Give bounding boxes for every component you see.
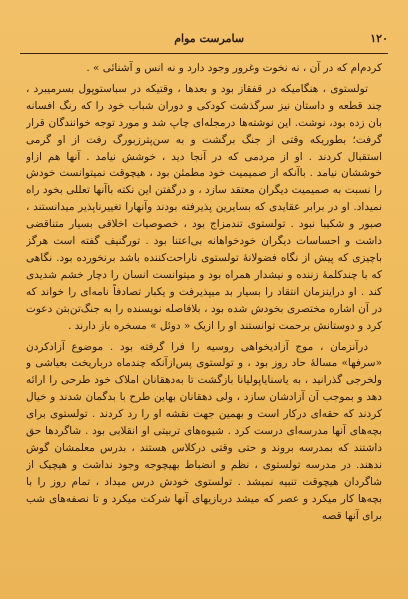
- paragraph-1: کردم‌ام که در آن ، نه نخوت وغرور وجود دارد و نه انس و آشنائی » .: [86, 62, 382, 74]
- body-text: [26, 60, 382, 588]
- paragraph-3: درآنزمان ، موج آزادیخواهی روسیه را فرا گرفته بود . موضوع آزادکردن «سرفها» مسالهٔ حاد روز بود ، و تولستوی پس‌ازآنکه چندماه درباریخت بعیاشی و ولخرجی گذرانید ، به یاسنایاپولیانا بازگشت تا به‌دهقانان املاک خود طرحی را ارائه دهد و بموجب آن آزادشان سازد ، ولی دهقانان بهاین طرح با بدگمان شدند و خیال کردند که حقه‌ای درکار است و بهمین جهت نقشه او را رد کردند . تولستوی برای بچه‌های آنها مدرسه‌ای درست کرد . شیوه‌های تربیتی او انقلابی بود . شاگردها حق داشتند که بمدرسه بروند و حتی وقتی درکلاس هستند ، بدرس معلمشان گوش ندهند. در مدرسه تولستوی ، نظم و انضباط بهیچوجه وجود نداشت و هیچیک از شاگردان هیچوقت تنبیه نمیشد . تولستوی خودش درس میداد ، تمام روز را با بچه‌ها کار میکرد و عصر که میشد دربازیهای آنها شرکت میکرد و تا نصفه‌های شب برای آنها قصه: [26, 340, 382, 522]
- header-rule: [20, 53, 388, 54]
- running-title: سامرست موام: [174, 31, 245, 45]
- page-header: [20, 27, 388, 49]
- paragraph-2: تولستوی ، هنگامیکه در قفقاز بود و بعدها ، وقتیکه در سباستوپول بسرمیبرد ، چند قطعه و داستان نیز سرگذشت کودکی و دوران شباب خود را که رنگ افسانه بان زده بود، نوشت. این نوشته‌ها درمجله‌ای چاپ شد و مورد توجه خوانندگان قرار گرفت؛ بطوریکه وقتی از جنگ برگشت و به سن‌پترزبورگ رفت از او گرمی استقبال کردند . او از مردمی که در آنجا دید ، خوشش نیامد . آنها هم ازاو خوششان نیامد . باآنکه از صمیمیت خود مطمئن بود ، هیچوقت نمیتوانست خودش را نسبت به صمیمیت دیگران معتقد سازد ، و درگفتن این نکته باآنها تعللی بخود راه نمیداد. او در برابر عقایدی که بسایرین پذیرفته بودند وآنهارا تغییرناپذیر میدانستند ، صبور و شکیبا نبود . تولستوی تندمزاج بود ، خصوصیات اخلاقی بسیار متناقضی داشت و احساسات دیگران خودخواهانه بی‌اعتنا بود . تورگنیف گفته است هرگز باچیزی که پیش از نگاه فضولانهٔ تولستوی ناراحت‌کننده باشد برنخورده بود. نگاهی که با چندکلمهٔ زننده و نیشدار همراه بود و میتوانست انسان را دچار خشم شدیدی کند . او دراینزمان انتقاد را بسیار بد میپذیرفت و یکبار تصادفاً نامه‌ای را خواند که در آن اشاره مختصری بخودش شده بود ، بلافاصله نویسنده را به جنگ‌تن‌بتن دعوت کرد و دوستانش برحمت توانستند او را ازیک « دوئل » مسخره باز دارند .: [26, 82, 382, 332]
- page-number: ١٢٠: [370, 31, 388, 45]
